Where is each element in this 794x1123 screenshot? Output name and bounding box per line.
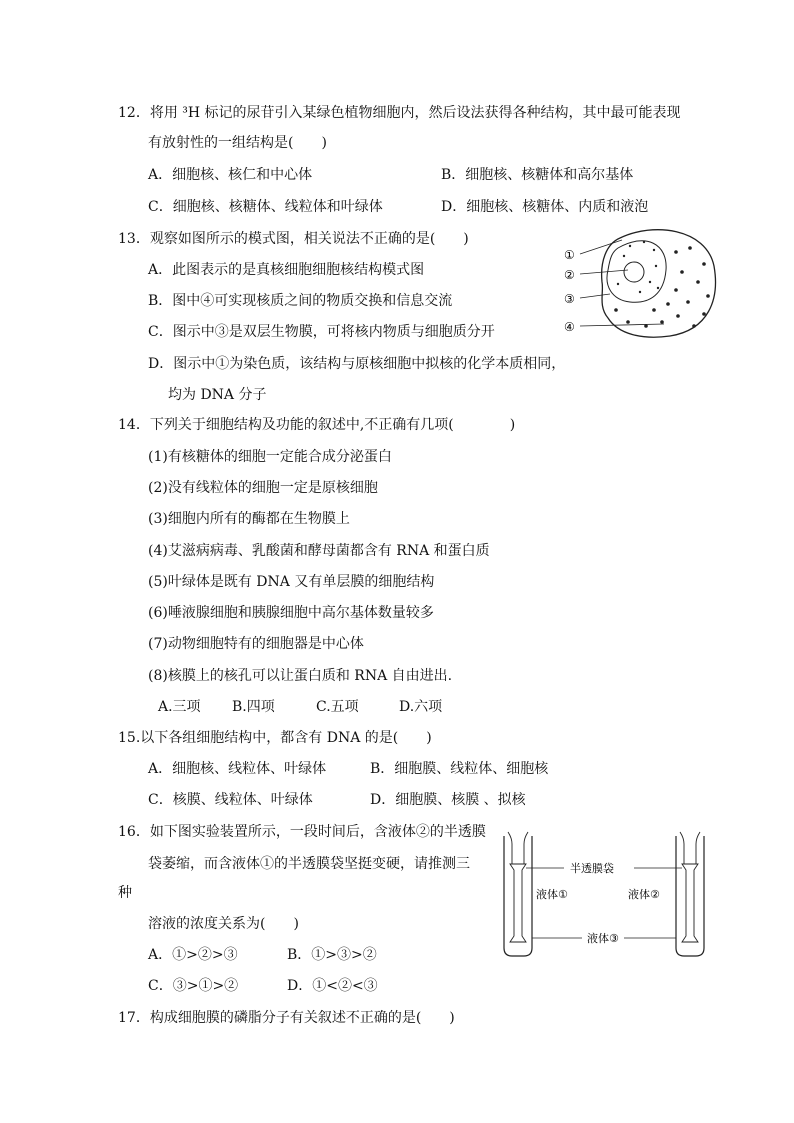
q12-stem-line1: 12．将用 ³H 标记的尿苷引入某绿色植物细胞内，然后设法获得各种结构，其中最可能表现 — [118, 105, 681, 121]
q13-option-b: B．图中④可实现核质之间的物质交换和信息交流 — [148, 293, 453, 309]
membrane-bag-label: 半透膜袋 — [570, 862, 614, 875]
q13-option-a: A．此图表示的是真核细胞细胞核结构模式图 — [148, 262, 425, 278]
q14-item-8: (8)核膜上的核孔可以让蛋白质和 RNA 自由进出. — [148, 668, 453, 684]
q15-stem: 15.以下各组细胞结构中，都含有 DNA 的是( ) — [118, 730, 432, 746]
q12-option-d: D．细胞核、核糖体、内质和液泡 — [441, 199, 649, 215]
q16-option-d: D．①<②<③ — [287, 978, 378, 994]
q16-stem-line4: 溶液的浓度关系为( ) — [148, 916, 299, 932]
q15-option-c: C．核膜、线粒体、叶绿体 — [148, 792, 313, 808]
q12-option-c: C．细胞核、核糖体、线粒体和叶绿体 — [148, 199, 383, 215]
osmosis-apparatus-figure — [494, 830, 714, 960]
q13-option-d-line2: 均为 DNA 分子 — [168, 387, 267, 403]
q12-option-b: B．细胞核、核糖体和高尔基体 — [441, 167, 634, 183]
q13-option-c: C．图示中③是双层生物膜，可将核内物质与细胞质分开 — [148, 324, 495, 340]
liquid-1-label: 液体① — [536, 888, 568, 901]
q14-stem: 14．下列关于细胞结构及功能的叙述中,不正确有几项( ) — [118, 417, 516, 433]
q13-option-d-line1: D．图示中①为染色质，该结构与原核细胞中拟核的化学本质相同， — [148, 356, 566, 372]
figure-label-1: ① — [564, 248, 575, 262]
q14-item-2: (2)没有线粒体的细胞一定是原核细胞 — [148, 480, 378, 496]
q12-stem-line2: 有放射性的一组结构是( ) — [148, 135, 327, 151]
q17-stem: 17．构成细胞膜的磷脂分子有关叙述不正确的是( ) — [118, 1010, 455, 1026]
q14-item-1: (1)有核糖体的细胞一定能合成分泌蛋白 — [148, 449, 392, 465]
q16-option-b: B．①>③>② — [287, 947, 377, 963]
q14-item-7: (7)动物细胞特有的细胞器是中心体 — [148, 636, 364, 652]
liquid-3-label: 液体③ — [587, 932, 619, 945]
q16-stem-line1: 16．如下图实验装置所示，一段时间后，含液体②的半透膜 — [118, 824, 486, 840]
q16-option-a: A．①>②>③ — [148, 947, 238, 963]
q14-option-c: C.五项 — [316, 699, 359, 715]
liquid-2-label: 液体② — [628, 888, 660, 901]
q14-item-6: (6)唾液腺细胞和胰腺细胞中高尔基体数量较多 — [148, 605, 434, 621]
q14-item-4: (4)艾滋病病毒、乳酸菌和酵母菌都含有 RNA 和蛋白质 — [148, 543, 490, 559]
q14-option-d: D.六项 — [399, 699, 443, 715]
q14-option-a: A.三项 — [158, 699, 201, 715]
q15-option-d: D．细胞膜、核膜 、拟核 — [370, 792, 526, 808]
figure-label-4: ④ — [564, 320, 575, 334]
nucleus-structure-figure — [558, 222, 728, 342]
q16-stem-line2: 袋萎缩，而含液体①的半透膜袋坚挺变硬，请推测三 — [148, 856, 470, 872]
q16-stem-line3: 种 — [118, 885, 132, 901]
figure-label-3: ③ — [564, 292, 575, 306]
q13-stem: 13．观察如图所示的模式图，相关说法不正确的是( ) — [118, 231, 469, 247]
q14-item-5: (5)叶绿体是既有 DNA 又有单层膜的细胞结构 — [148, 574, 435, 590]
q14-item-3: (3)细胞内所有的酶都在生物膜上 — [148, 511, 350, 527]
figure-label-2: ② — [564, 268, 575, 282]
q15-option-a: A．细胞核、线粒体、叶绿体 — [148, 761, 327, 777]
q12-option-a: A．细胞核、核仁和中心体 — [148, 167, 313, 183]
q15-option-b: B．细胞膜、线粒体、细胞核 — [370, 761, 549, 777]
q14-option-b: B.四项 — [232, 699, 275, 715]
q16-option-c: C．③>①>② — [148, 978, 239, 994]
